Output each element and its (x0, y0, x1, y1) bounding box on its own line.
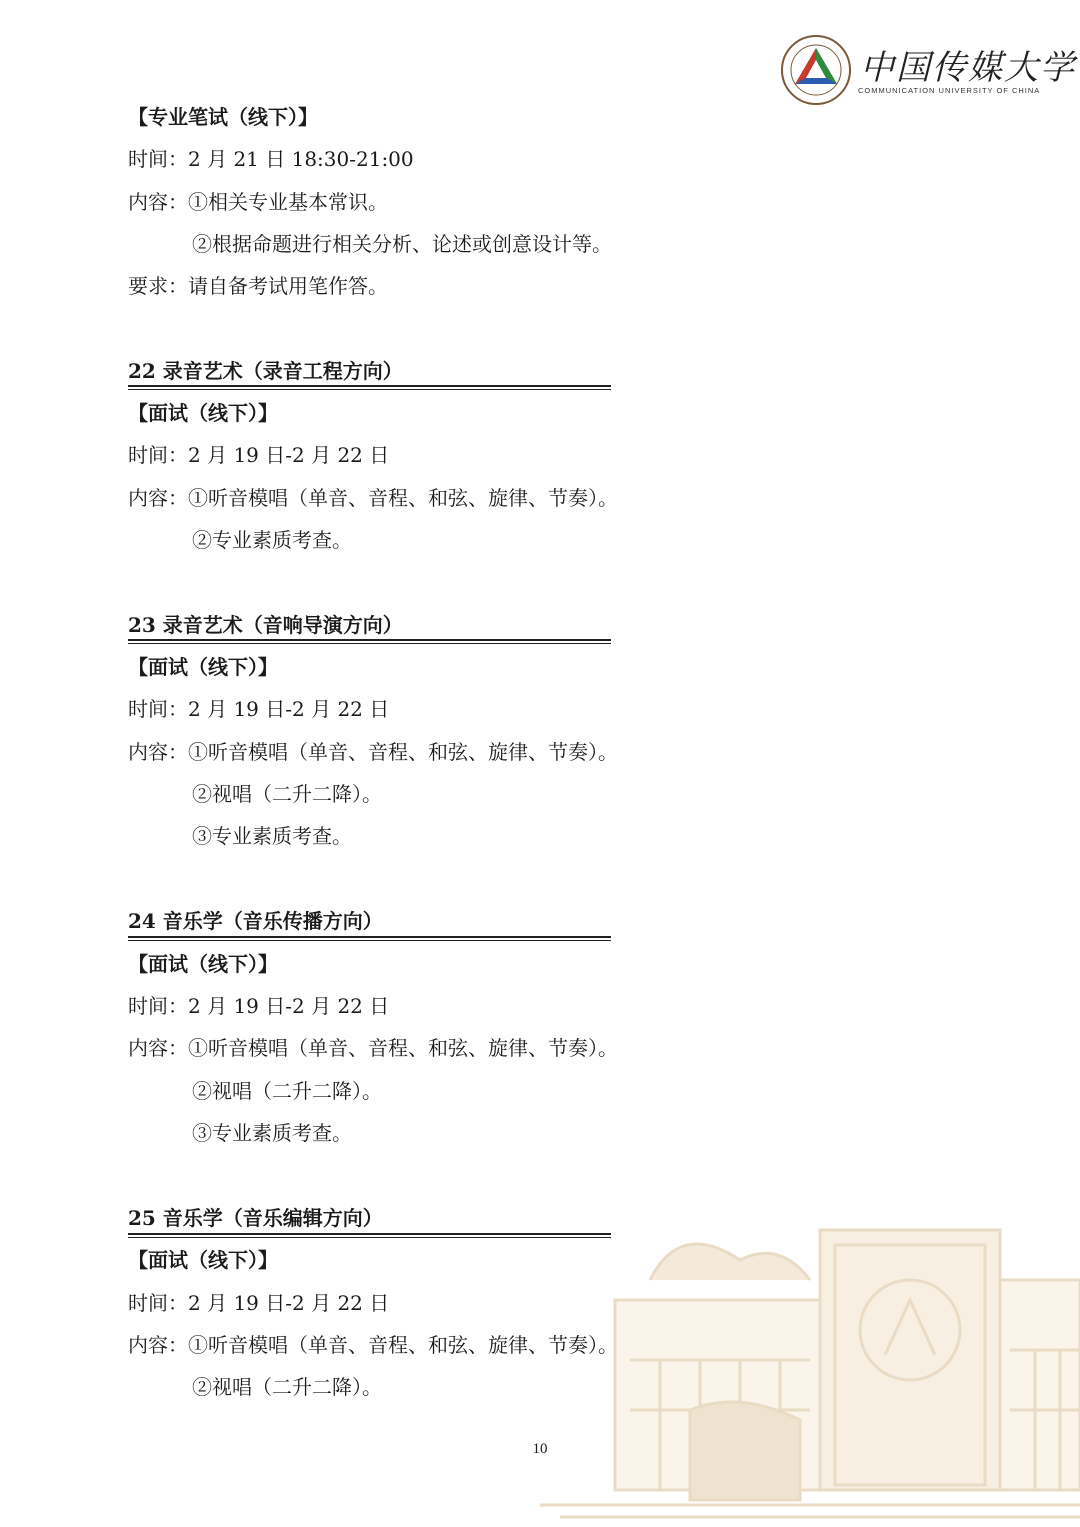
section-24-interview: 【面试（线下）】 (128, 952, 278, 976)
section-22-heading: 22 录音艺术（录音工程方向） (128, 359, 403, 383)
written-exam-time: 时间：2 月 21 日 18:30-21:00 (128, 147, 414, 171)
written-exam-content-1: 内容：①相关专业基本常识。 (128, 190, 388, 214)
section-25-content-2: ②视唱（二升二降）。 (192, 1375, 382, 1399)
section-24-time: 时间：2 月 19 日-2 月 22 日 (128, 994, 390, 1018)
section-24-content-1: 内容：①听音模唱（单音、音程、和弦、旋律、节奏）。 (128, 1036, 618, 1060)
section-23-interview: 【面试（线下）】 (128, 655, 278, 679)
section-25-heading: 25 音乐学（音乐编辑方向） (128, 1206, 383, 1230)
university-logo (780, 32, 1076, 112)
section-25-content-1: 内容：①听音模唱（单音、音程、和弦、旋律、节奏）。 (128, 1333, 618, 1357)
section-23-content-3: ③专业素质考查。 (192, 824, 352, 848)
section-23-content-1: 内容：①听音模唱（单音、音程、和弦、旋律、节奏）。 (128, 740, 618, 764)
section-25-time: 时间：2 月 19 日-2 月 22 日 (128, 1291, 390, 1315)
section-22-content-1: 内容：①听音模唱（单音、音程、和弦、旋律、节奏）。 (128, 486, 618, 510)
section-23-rule (128, 639, 611, 644)
section-24-content-3: ③专业素质考查。 (192, 1121, 352, 1145)
page-number: 10 (532, 1441, 548, 1457)
written-exam-requirement: 要求：请自备考试用笔作答。 (128, 274, 388, 298)
section-23-content-2: ②视唱（二升二降）。 (192, 782, 382, 806)
section-25-interview: 【面试（线下）】 (128, 1248, 278, 1272)
university-emblem-icon (780, 34, 852, 106)
section-22-content-2: ②专业素质考查。 (192, 528, 352, 552)
section-23-heading: 23 录音艺术（音响导演方向） (128, 613, 403, 637)
university-name: 中国传媒大学 (860, 48, 1076, 88)
section-22-time: 时间：2 月 19 日-2 月 22 日 (128, 443, 390, 467)
written-exam-title: 【专业笔试（线下）】 (128, 105, 318, 129)
section-23-time: 时间：2 月 19 日-2 月 22 日 (128, 697, 390, 721)
section-25-rule (128, 1233, 611, 1238)
section-24-rule (128, 936, 611, 941)
section-24-content-2: ②视唱（二升二降）。 (192, 1079, 382, 1103)
campus-building-illustration (540, 1220, 1080, 1527)
section-22-rule (128, 385, 611, 390)
university-english-name: COMMUNICATION UNIVERSITY OF CHINA (858, 86, 1041, 95)
section-22-interview: 【面试（线下）】 (128, 401, 278, 425)
section-24-heading: 24 音乐学（音乐传播方向） (128, 909, 383, 933)
written-exam-content-2: ②根据命题进行相关分析、论述或创意设计等。 (192, 232, 612, 256)
